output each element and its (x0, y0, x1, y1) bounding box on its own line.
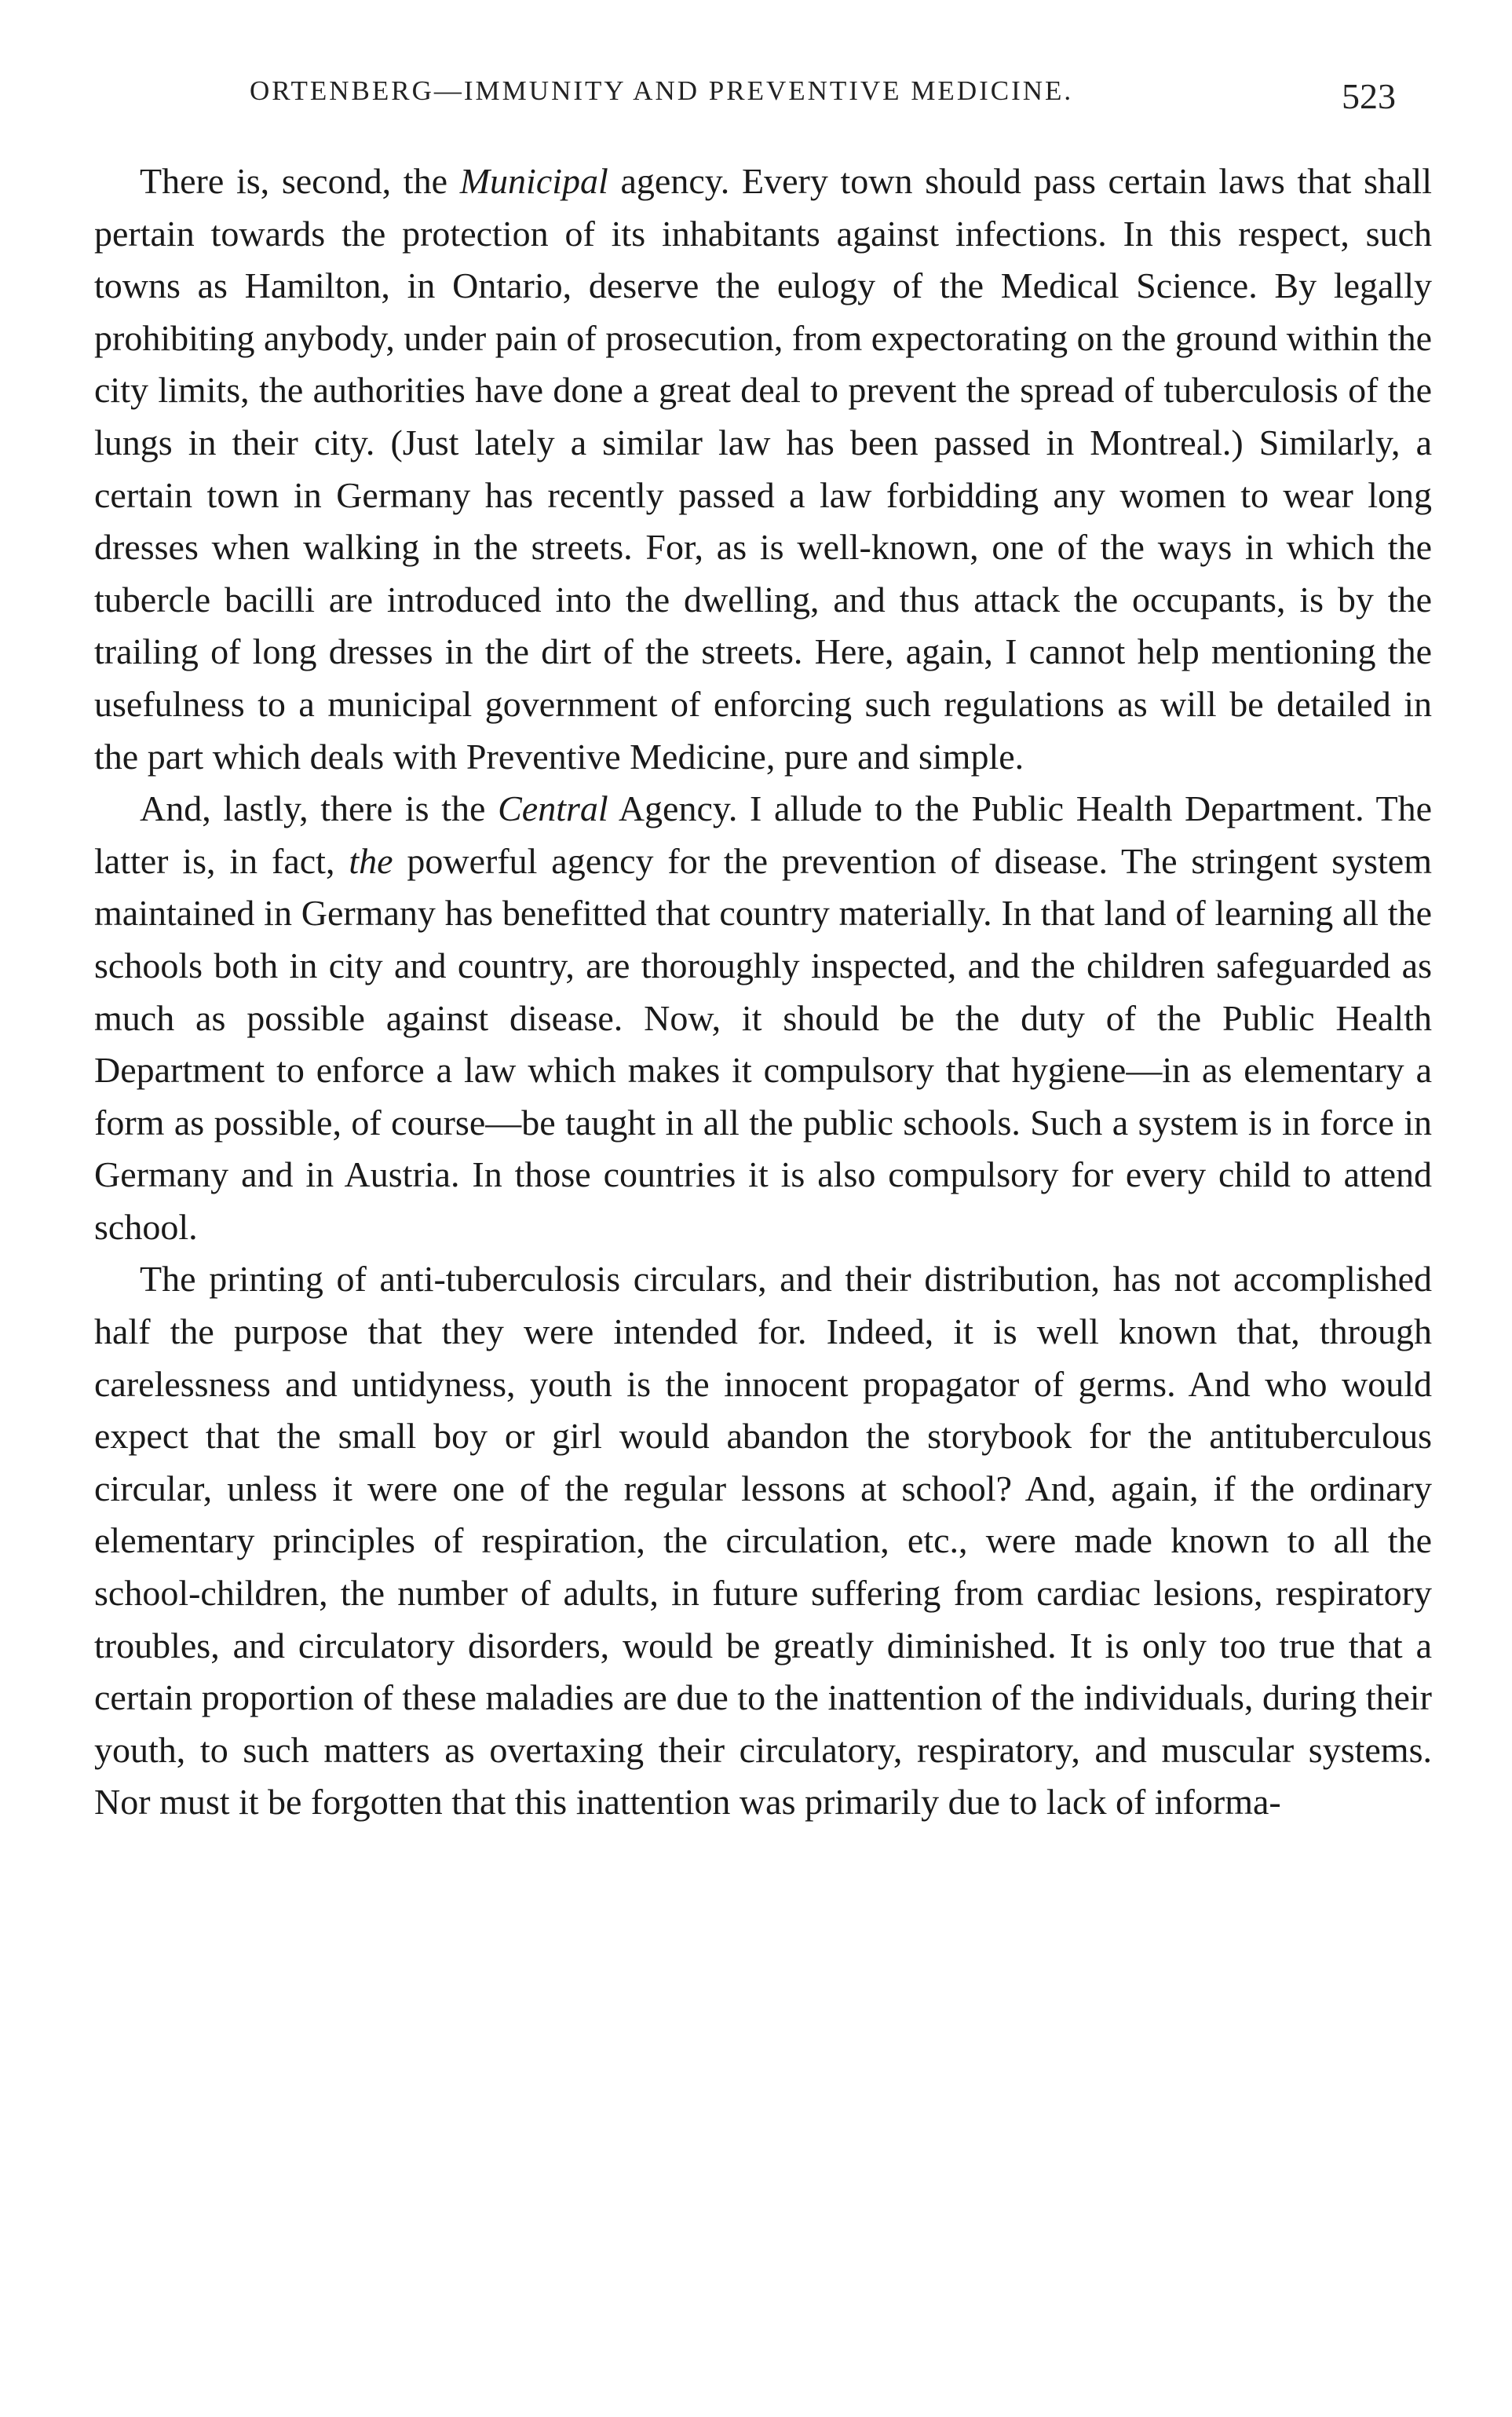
paragraph-central-agency (94, 783, 1432, 1253)
italic-term-municipal: Municipal (459, 161, 608, 201)
italic-term-central: Central (498, 788, 608, 829)
text-segment: Agency. I allude to the Public Health Department. The latter is, in fact, (94, 788, 1432, 881)
italic-term-the: the (349, 840, 393, 881)
text-segment: There is, second, the (140, 161, 460, 201)
running-title: ORTENBERG—IMMUNITY AND PREVENTIVE MEDICINE. (250, 75, 1074, 106)
text-segment: And, lastly, there is the (140, 788, 499, 829)
text-segment: powerful agency for the prevention of disease. The stringent system maintained in Germany has benefitted that country materially. In that land of learning all the schools both in city and country, are thoroughly inspected, and the children safeguarded as much as possible against disease. Now, it should be the duty of the Public Health Department to enforce a law which makes it compulsory that hygiene—in as elementary a form as possible, of course—be taught in all the public schools. Such a system is in force in Germany and in Austria. In those countries it is also compulsory for every child to attend school. (94, 840, 1432, 1247)
paragraph-anti-tuberculosis-circulars (94, 1253, 1432, 1829)
paragraph-municipal-agency (94, 155, 1432, 783)
page-number: 523 (1342, 76, 1396, 116)
running-head (250, 75, 1396, 122)
text-segment: The printing of anti-tuberculosis circulars, and their distribution, has not accomplished half the purpose that they were intended for. Indeed, it is well known that, through carelessness and untidyness, youth is the innocent propagator of germs. And who would expect that the small boy or girl would abandon the storybook for the antituberculous circular, unless it were one of the regular lessons at school? And, again, if the ordinary elementary principles of respiration, the circulation, etc., were made known to all the school-children, the number of adults, in future suffering from cardiac lesions, respiratory troubles, and circulatory disorders, would be greatly diminished. It is only too true that a certain proportion of these maladies are due to the inattention of the individuals, during their youth, to such matters as overtaxing their circulatory, respiratory, and muscular systems. Nor must it be forgotten that this inattention was primarily due to lack of informa- (94, 1259, 1432, 1823)
article-body (94, 155, 1432, 1829)
text-segment: agency. Every town should pass certain laws that shall pertain towards the protection of its inhabitants against infections. In this respect, such towns as Hamilton, in Ontario, deserve the eulogy of the Medical Science. By legally prohibiting anybody, under pain of prosecution, from expectorating on the ground within the city limits, the authorities have done a great deal to prevent the spread of tuberculosis of the lungs in their city. (Just lately a similar law has been passed in Montreal.) Similarly, a certain town in Germany has recently passed a law forbidding any women to wear long dresses when walking in the streets. For, as is well-known, one of the ways in which the tubercle bacilli are introduced into the dwelling, and thus attack the occupants, is by the trailing of long dresses in the dirt of the streets. Here, again, I cannot help mentioning the usefulness to a municipal government of enforcing such regulations as will be detailed in the part which deals with Preventive Medicine, pure and simple. (94, 161, 1432, 777)
